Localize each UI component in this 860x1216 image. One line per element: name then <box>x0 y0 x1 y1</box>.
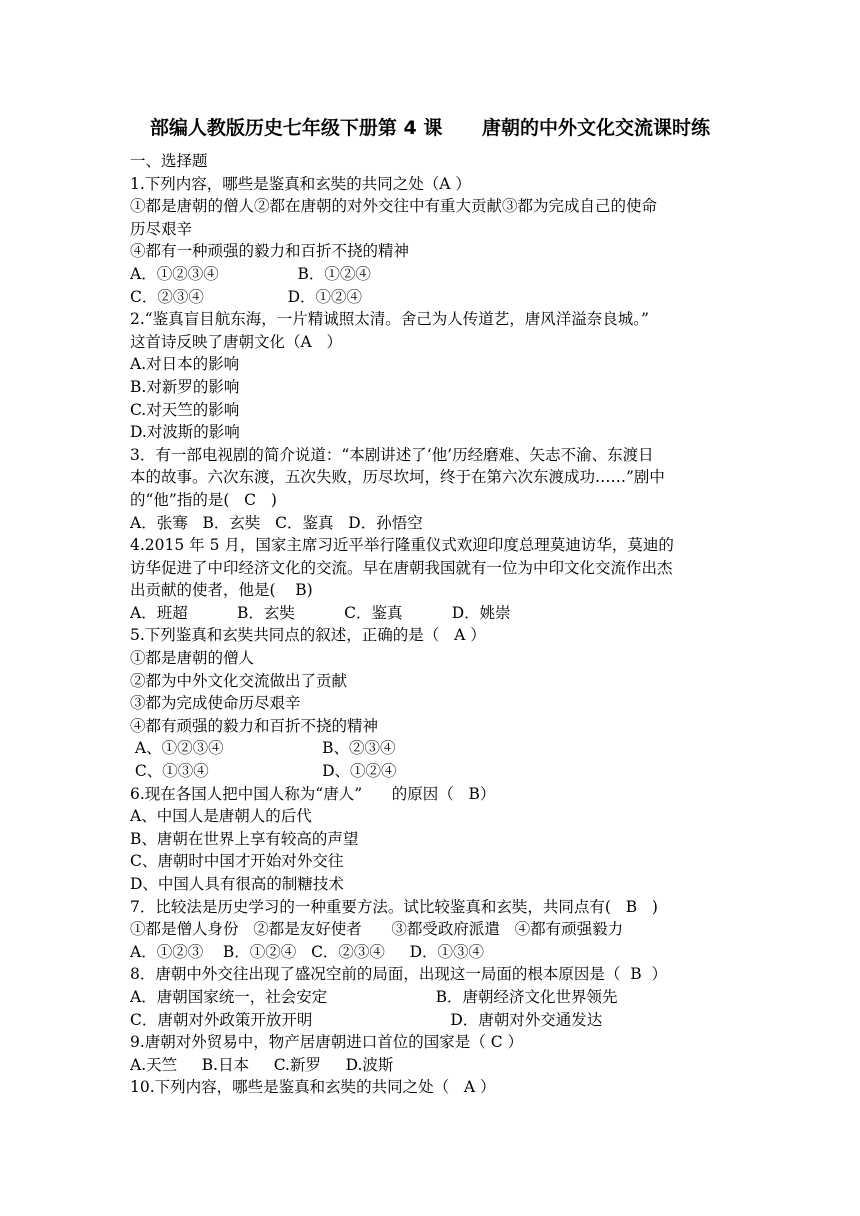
text-line: 这首诗反映了唐朝文化（A ） <box>130 332 342 351</box>
text-line: 5.下列鉴真和玄奘共同点的叙述，正确的是（ A ） <box>130 626 486 645</box>
text-line: C.对天竺的影响 <box>130 400 240 419</box>
text-line: 9.唐朝对外贸易中，物产居唐朝进口首位的国家是（ C ） <box>130 1033 524 1052</box>
text-line: D、中国人具有很高的制糖技术 <box>130 875 344 893</box>
text-line: 10.下列内容，哪些是鉴真和玄奘的共同之处（ A ） <box>130 1078 496 1097</box>
text-line: A．唐朝国家统一，社会安定 B．唐朝经济文化世界领先 <box>130 987 618 1006</box>
text-line: 1.下列内容，哪些是鉴真和玄奘的共同之处（A ） <box>130 174 471 193</box>
text-line: C．唐朝对外政策开放开明 D．唐朝对外交通发达 <box>130 1010 603 1029</box>
text-line: 3．有一部电视剧的简介说道：“本剧讲述了‘他’历经磨难、矢志不渝、东渡日 <box>130 445 654 464</box>
text-line: A．张骞 B．玄奘 C．鉴真 D．孙悟空 <box>130 513 423 532</box>
text-line: 历尽艰辛 <box>130 219 193 238</box>
text-line: C、①③④ D、①②④ <box>130 762 397 781</box>
text-line: ④都有一种顽强的毅力和百折不挠的精神 <box>130 242 410 261</box>
text-line: ②都为中外文化交流做出了贡献 <box>130 671 348 690</box>
text-line: 7．比较法是历史学习的一种重要方法。试比较鉴真和玄奘，共同点有( B ) <box>130 897 658 916</box>
text-line: D.对波斯的影响 <box>130 423 240 442</box>
text-line: C．②③④ D．①②④ <box>130 287 363 306</box>
text-line: A、中国人是唐朝人的后代 <box>130 807 312 826</box>
text-line: 8．唐朝中外交往出现了盛况空前的局面，出现这一局面的根本原因是（ B ） <box>130 965 667 984</box>
document-body <box>130 150 736 1099</box>
text-line: C、唐朝时中国才开始对外交往 <box>130 852 344 871</box>
text-line: 本的故事。六次东渡，五次失败，历尽坎坷，终于在第六次东渡成功……”剧中 <box>130 468 665 487</box>
text-line: ④都有顽强的毅力和百折不挠的精神 <box>130 716 379 735</box>
text-line: A．①②③④ B．①②④ <box>130 264 371 283</box>
text-line: 的“他”指的是( C ) <box>130 490 277 509</box>
text-line: ①都是唐朝的僧人 <box>130 649 255 668</box>
text-line: 一、选择题 <box>130 152 208 170</box>
text-line: 出贡献的使者，他是( B) <box>130 581 313 600</box>
text-line: 访华促进了中印经济文化的交流。早在唐朝我国就有一位为中印文化交流作出杰 <box>130 558 673 577</box>
text-line: A.对日本的影响 <box>130 355 240 374</box>
text-line: ③都为完成使命历尽艰辛 <box>130 694 301 713</box>
page-title: 部编人教版历史七年级下册第 4 课 唐朝的中外文化交流课时练 <box>149 117 711 139</box>
text-line: A．①②③ B．①②④ C．②③④ D．①③④ <box>130 942 484 961</box>
text-line: 4.2015 年 5 月，国家主席习近平举行隆重仪式欢迎印度总理莫迪访华，莫迪的 <box>130 536 674 555</box>
text-line: B.对新罗的影响 <box>130 377 240 396</box>
text-line: A.天竺 B.日本 C.新罗 D.波斯 <box>130 1055 394 1074</box>
text-line: A、①②③④ B、②③④ <box>130 739 396 758</box>
text-line: ①都是唐朝的僧人②都在唐朝的对外交往中有重大贡献③都为完成自己的使命 <box>130 197 658 216</box>
text-line: ①都是僧人身份 ②都是友好使者 ③都受政府派遣 ④都有顽强毅力 <box>130 920 624 939</box>
text-line: 6.现在各国人把中国人称为“唐人” 的原因（ B） <box>130 784 496 803</box>
text-line: B、唐朝在世界上享有较高的声望 <box>130 829 359 848</box>
text-line: 2.“鉴真盲目航东海，一片精诚照太清。舍己为人传道艺，唐风洋溢奈良城。” <box>130 310 649 329</box>
text-line: A．班超 B．玄奘 C．鉴真 D．姚崇 <box>130 603 511 622</box>
